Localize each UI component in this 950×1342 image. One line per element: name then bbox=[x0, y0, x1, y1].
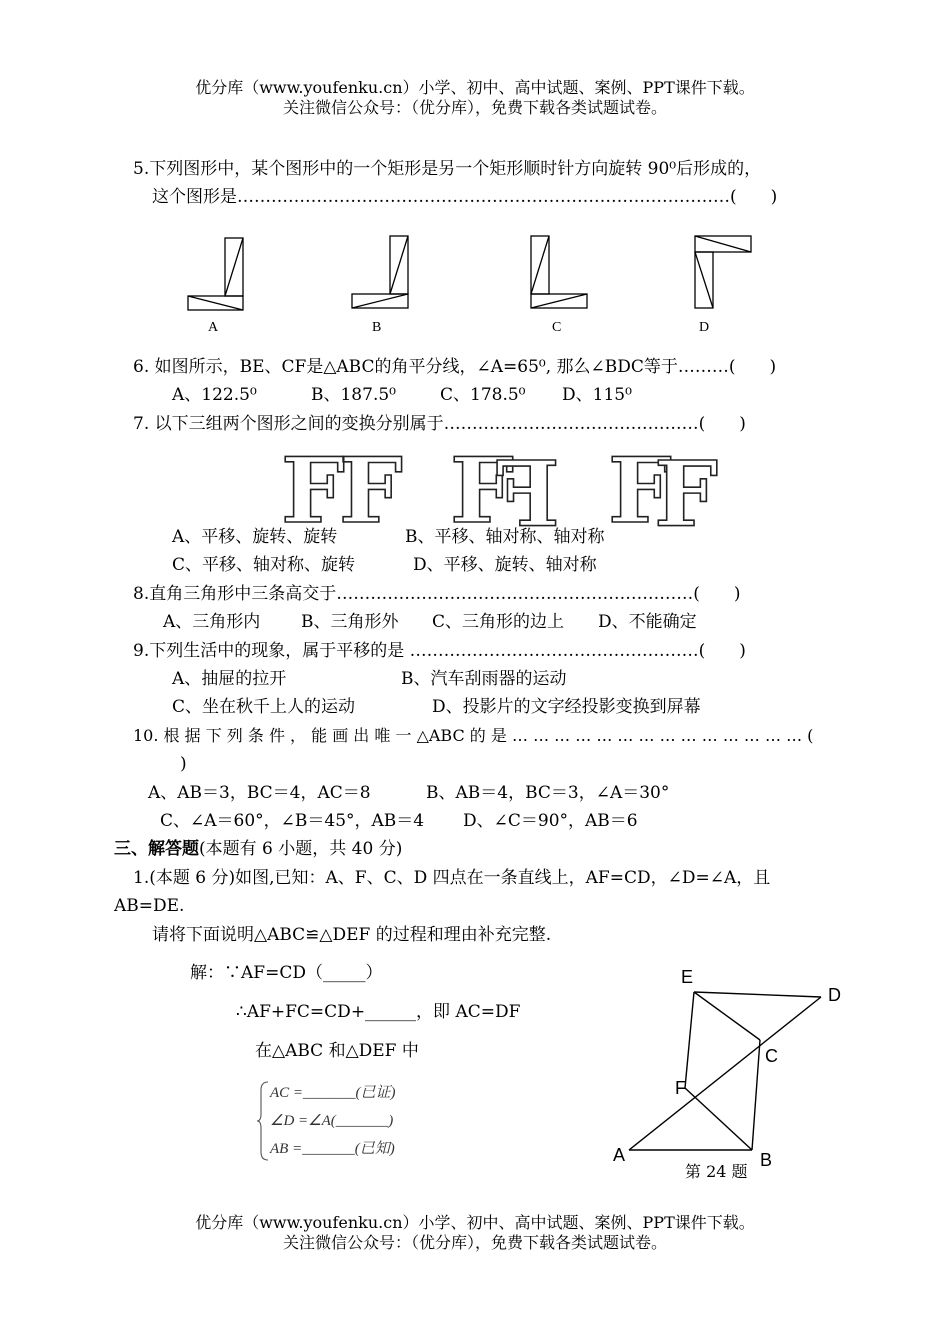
section-3-heading: 三、解答题 bbox=[114, 839, 199, 859]
p1-brace-line-2: ∠D =∠A(_______) bbox=[270, 1113, 394, 1129]
q6-option-c: C、178.5⁰ bbox=[440, 385, 526, 405]
q6-option-a: A、122.5⁰ bbox=[172, 385, 257, 405]
p1-solution-line-3: 在△ABC 和△DEF 中 bbox=[255, 1041, 419, 1061]
p1-solution-line-1: 解：∵AF=CD（_____） bbox=[190, 963, 383, 983]
q5-label-b: B bbox=[372, 320, 382, 335]
section-3-title bbox=[114, 838, 402, 860]
p1-geometry-figure bbox=[600, 960, 860, 1160]
header-line-2: 关注微信公众号：（优分库），免费下载各类试题试卷。 bbox=[282, 98, 667, 117]
point-label-a: A bbox=[613, 1145, 626, 1165]
q6-stem: 6. 如图所示，BE、CF是△ABC的角平分线，∠A=65⁰, 那么∠BDC等于………( ) bbox=[133, 357, 777, 377]
q9-option-a: A、抽屉的拉开 bbox=[172, 669, 287, 689]
q7-option-b: B、平移、轴对称、轴对称 bbox=[405, 527, 605, 547]
segment-a-d bbox=[629, 997, 821, 1150]
segment-e-c bbox=[694, 992, 760, 1040]
q10-option-c: C、∠A＝60°，∠B＝45°，AB＝4 bbox=[160, 811, 425, 831]
q7-glyph-pair-2-left: F bbox=[450, 438, 514, 544]
q8-option-b: B、三角形外 bbox=[301, 612, 399, 632]
p1-stem-line-2: AB=DE. bbox=[114, 896, 185, 916]
q8-stem: 8.直角三角形中三条高交于………………………………………………………( ) bbox=[133, 584, 741, 604]
q9-option-b: B、汽车刮雨器的运动 bbox=[401, 669, 567, 689]
footer-line-1: 优分库（www.youfenku.cn）小学、初中、高中试题、案例、PPT课件下载。 bbox=[195, 1213, 755, 1232]
header-line-1: 优分库（www.youfenku.cn）小学、初中、高中试题、案例、PPT课件下载。 bbox=[195, 78, 755, 97]
q9-option-d: D、投影片的文字经投影变换到屏幕 bbox=[432, 697, 701, 717]
section-3-note: (本题有 6 小题，共 40 分) bbox=[199, 839, 403, 859]
q5-label-d: D bbox=[699, 320, 710, 335]
point-label-d: D bbox=[828, 985, 841, 1005]
q7-option-d: D、平移、旋转、轴对称 bbox=[413, 555, 597, 575]
q7-glyph-pair-3-left: F bbox=[608, 438, 672, 544]
q10-option-b: B、AB＝4，BC＝3，∠A＝30° bbox=[426, 783, 670, 803]
p1-solution-line-2: ∴AF+FC=CD+______，即 AC=DF bbox=[236, 1002, 521, 1022]
q8-option-c: C、三角形的边上 bbox=[432, 612, 565, 632]
q7-glyph-pair-3-right: Ⅎ bbox=[654, 438, 718, 544]
q5-stem-line-2: 这个图形是……………………………………………………………………………( ) bbox=[152, 187, 778, 207]
q7-glyph-pair-2-right: Ⅎ bbox=[496, 438, 560, 544]
q6-option-d: D、115⁰ bbox=[562, 385, 632, 405]
p1-stem-line-1: 1.(本题 6 分)如图,已知：A、F、C、D 四点在一条直线上，AF=CD，∠D=∠A，且 bbox=[133, 868, 771, 888]
segment-f-b bbox=[685, 1088, 752, 1150]
p1-brace-line-3: AB =_______(已知) bbox=[270, 1141, 395, 1157]
segment-e-f bbox=[685, 992, 694, 1088]
point-label-e: E bbox=[681, 967, 694, 987]
q7-option-c: C、平移、轴对称、旋转 bbox=[172, 555, 356, 575]
segment-e-d bbox=[694, 992, 821, 997]
q6-option-b: B、187.5⁰ bbox=[311, 385, 396, 405]
point-label-f: F bbox=[675, 1078, 686, 1098]
p1-instruction: 请将下面说明△ABC≌△DEF 的过程和理由补充完整. bbox=[152, 925, 552, 945]
q5-stem-line-1: 5.下列图形中，某个图形中的一个矩形是另一个矩形顺时针方向旋转 90⁰后形成的， bbox=[133, 159, 762, 179]
q7-glyph-pair-1: FF bbox=[281, 438, 397, 544]
p1-figure-caption: 第 24 题 bbox=[685, 1162, 748, 1181]
q10-option-a: A、AB＝3，BC＝4，AC＝8 bbox=[148, 783, 371, 803]
q8-option-a: A、三角形内 bbox=[163, 612, 261, 632]
q5-label-a: A bbox=[208, 320, 219, 335]
p1-brace-line-1: AC =_______(已证) bbox=[270, 1085, 396, 1101]
q9-stem: 9.下列生活中的现象，属于平移的是 ……………………………………………( ) bbox=[133, 641, 746, 661]
q8-option-d: D、不能确定 bbox=[598, 612, 697, 632]
q5-label-c: C bbox=[552, 320, 562, 335]
q7-option-a: A、平移、旋转、旋转 bbox=[172, 527, 338, 547]
point-label-c: C bbox=[765, 1046, 778, 1066]
q9-option-c: C、坐在秋千上人的运动 bbox=[172, 697, 356, 717]
q10-stem-close: ) bbox=[180, 754, 187, 774]
footer-line-2: 关注微信公众号：（优分库），免费下载各类试题试卷。 bbox=[282, 1233, 667, 1252]
p1-brace bbox=[256, 1080, 270, 1162]
point-label-b: B bbox=[760, 1150, 773, 1170]
q5-figures bbox=[180, 230, 770, 320]
q7-stem: 7. 以下三组两个图形之间的变换分别属于………………………………………( ) bbox=[133, 414, 746, 434]
segment-c-b bbox=[752, 1040, 760, 1150]
q10-option-d: D、∠C＝90°，AB＝6 bbox=[463, 811, 638, 831]
q10-stem: 10. 根 据 下 列 条 件 ， 能 画 出 唯 一 △ABC 的 是 … … … … … … … … … … … … … … ( bbox=[133, 726, 814, 745]
